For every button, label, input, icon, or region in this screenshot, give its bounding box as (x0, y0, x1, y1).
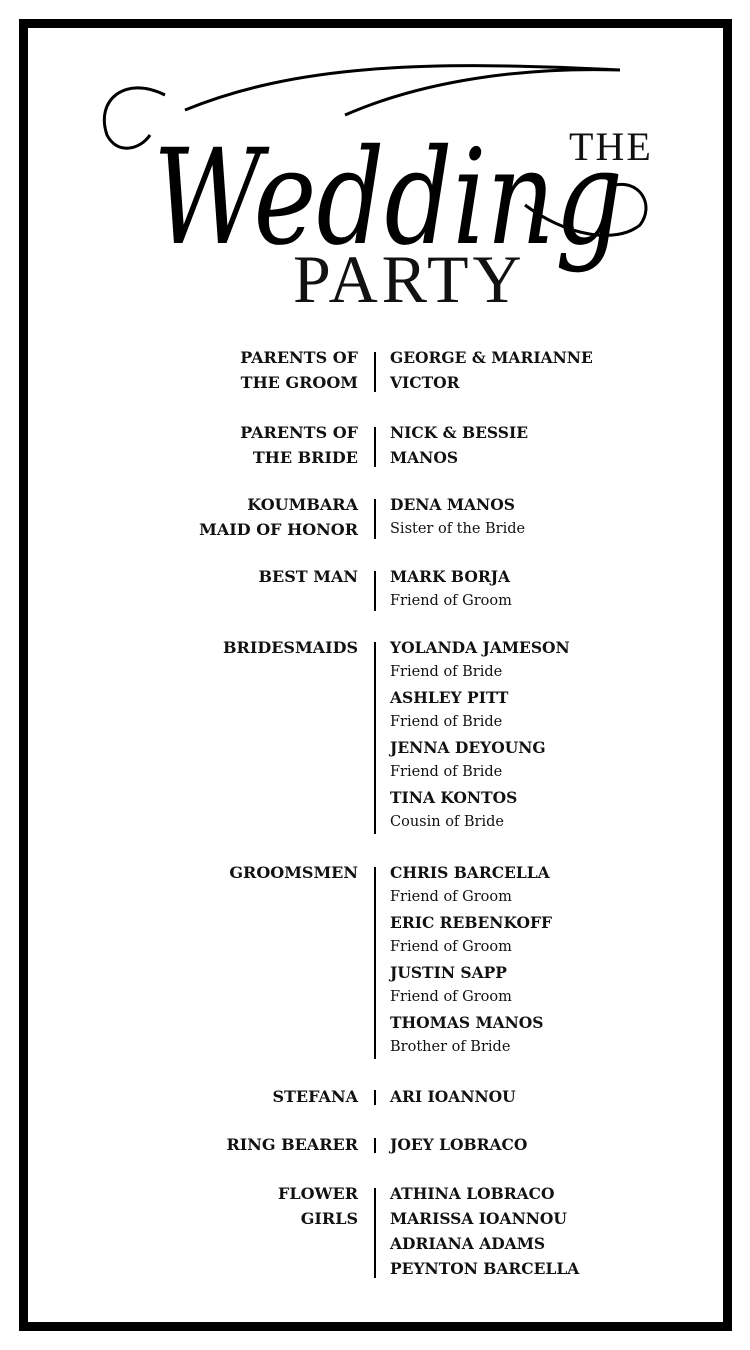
role-label: BEST MAN (258, 567, 358, 586)
person-name: GEORGE & MARIANNE (390, 348, 593, 367)
role-label: PARENTS OF THE GROOM (240, 348, 358, 392)
person-name: MANOS (390, 448, 459, 467)
person-name: NICK & BESSIE (390, 423, 529, 442)
person-name: ARI IOANNOU (390, 1087, 516, 1106)
title-swash-top (185, 66, 620, 115)
names-list (390, 1132, 527, 1157)
divider-line (374, 499, 376, 539)
role-label: KOUMBARA MAID OF HONOR (199, 495, 358, 539)
person-name: DENA MANOS (390, 495, 515, 514)
title-party: PARTY (293, 241, 526, 317)
divider-line (374, 427, 376, 467)
person-name: JOEY LOBRACO (390, 1135, 528, 1154)
person-relation: Friend of Bride (390, 714, 503, 730)
names-list (390, 860, 552, 1060)
role-label: RING BEARER (226, 1135, 358, 1154)
person-name: JUSTIN SAPP (390, 963, 507, 982)
names-list (390, 345, 593, 395)
person-name: ASHLEY PITT (390, 688, 509, 707)
person-relation: Sister of the Bride (390, 521, 526, 537)
person-name: VICTOR (390, 373, 460, 392)
role-label: FLOWER GIRLS (277, 1184, 358, 1228)
person-name: JENNA DEYOUNG (390, 738, 546, 757)
divider-line (374, 1188, 376, 1278)
person-relation: Friend of Bride (390, 664, 503, 680)
person-relation: Friend of Bride (390, 764, 503, 780)
role-label: GROOMSMEN (229, 863, 358, 882)
person-name: PEYNTON BARCELLA (390, 1259, 580, 1278)
role-label: BRIDESMAIDS (223, 638, 358, 657)
person-relation: Cousin of Bride (390, 814, 504, 830)
divider-line (374, 867, 376, 1059)
names-list (390, 492, 525, 542)
divider-line (374, 1138, 376, 1153)
names-list (390, 1181, 579, 1281)
person-name: YOLANDA JAMESON (390, 638, 570, 657)
divider-line (374, 352, 376, 392)
divider-line (374, 1090, 376, 1105)
person-relation: Friend of Groom (390, 889, 512, 905)
person-name: ATHINA LOBRACO (390, 1184, 555, 1203)
title-script-word: Wedding (153, 121, 623, 275)
role-label: PARENTS OF THE BRIDE (240, 423, 358, 467)
person-name: ERIC REBENKOFF (390, 913, 553, 932)
names-list (390, 635, 570, 835)
person-relation: Friend of Groom (390, 939, 512, 955)
names-list (390, 564, 512, 614)
names-list (390, 420, 528, 470)
divider-line (374, 571, 376, 611)
person-name: MARK BORJA (390, 567, 511, 586)
person-relation: Friend of Groom (390, 989, 512, 1005)
title-the: THE (569, 124, 653, 169)
person-relation: Brother of Bride (390, 1039, 511, 1055)
divider-line (374, 642, 376, 834)
person-name: THOMAS MANOS (390, 1013, 544, 1032)
person-name: TINA KONTOS (390, 788, 518, 807)
person-name: ADRIANA ADAMS (390, 1234, 546, 1253)
role-label: STEFANA (272, 1087, 358, 1106)
person-name: CHRIS BARCELLA (390, 863, 550, 882)
person-name: MARISSA IOANNOU (390, 1209, 567, 1228)
person-relation: Friend of Groom (390, 593, 512, 609)
title-block (95, 55, 665, 315)
names-list (390, 1084, 516, 1109)
